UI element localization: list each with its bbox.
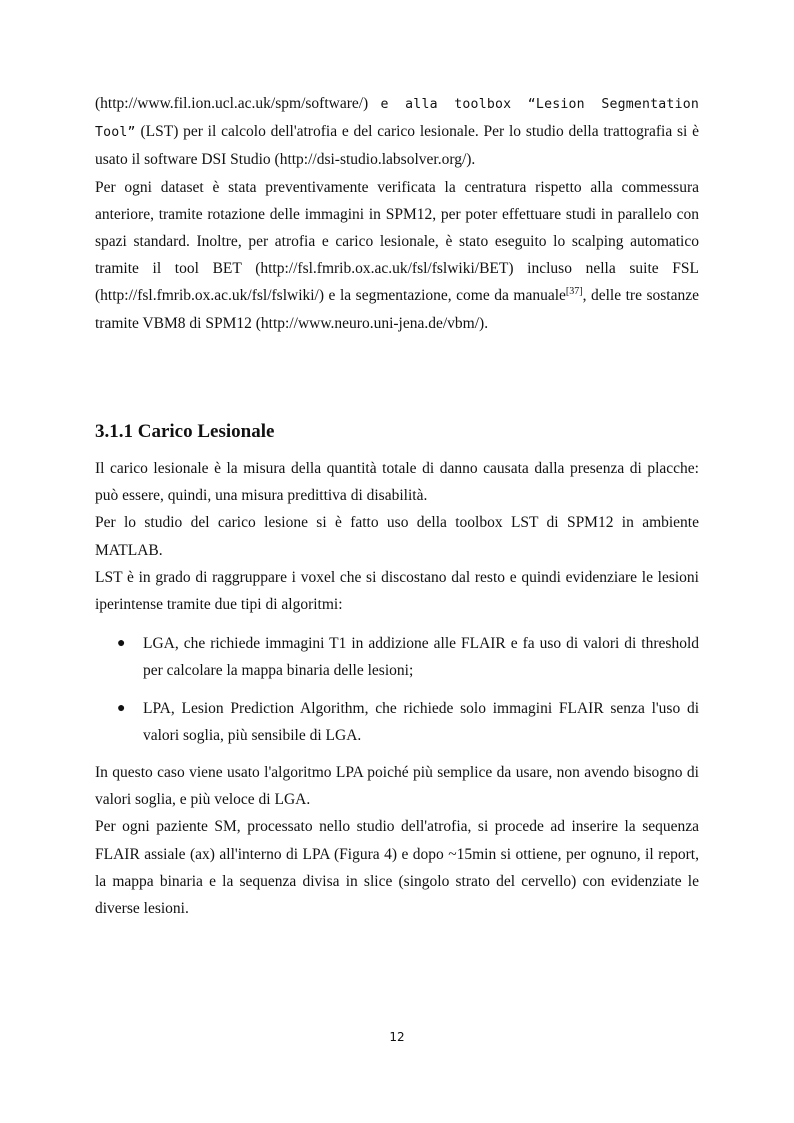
- algorithm-list: [95, 630, 699, 749]
- bullet-icon: ●: [117, 700, 126, 716]
- intro-block: [95, 90, 699, 337]
- citation-ref: [37]: [565, 286, 583, 298]
- list-item-lga: [95, 630, 699, 684]
- section-paragraph-3: LST è in grado di raggruppare i voxel che si discostano dal resto e quindi evidenziare le lesioni iperintense tramite due tipi di algoritmi:: [95, 568, 699, 614]
- intro-paragraph-2-end: , delle tre sostanze tramite VBM8 di SPM12 (http://www.neuro.uni-jena.de/vbm/).: [95, 287, 699, 332]
- list-item-lpa-text: LPA, Lesion Prediction Algorithm, che richiede solo immagini FLAIR senza l'uso di valori soglia, più sensibile di LGA.: [143, 699, 699, 744]
- section-paragraph-5: Per ogni paziente SM, processato nello studio dell'atrofia, si procede ad inserire la sequenza FLAIR assiale (ax) all'interno di LPA (Figura 4) e dopo ~15min si ottiene, per ognuno, il report, la mappa binaria e la sequenza divisa in slice (singolo strato del cervello) con evidenziate le diverse lesioni.: [95, 818, 699, 918]
- intro-paragraph-1-rest: (LST) per il calcolo dell'atrofia e del carico lesionale. Per lo studio della trattografia si è usato il software DSI Studio (http://dsi-studio.labsolver.org/).: [95, 123, 699, 169]
- intro-paragraph-2: [95, 174, 699, 337]
- section-paragraph-4: In questo caso viene usato l'algoritmo LPA poiché più semplice da usare, non avendo bisogno di valori soglia, e più veloce di LGA.: [95, 764, 699, 809]
- list-item-lga-text: LGA, che richiede immagini T1 in addizione alle FLAIR e fa uso di valori di threshold per calcolare la mappa binaria delle lesioni;: [143, 635, 699, 680]
- section-heading: 3.1.1 Carico Lesionale: [95, 421, 275, 442]
- intro-paragraph-2-text: Per ogni dataset è stata preventivamente verificata la centratura rispetto alla commessura anteriore, tramite rotazione delle immagini in SPM12, per poter effettuare studi in parallelo con spazi standard. Inoltre, per atrofia e carico lesionale, è stato eseguito lo scalping automatico tramite il tool BET (http://fsl.fmrib.ox.ac.uk/fsl/fslwiki/BET) incluso nella suite FSL (http://fsl.fmrib.ox.ac.uk/fsl/fslwiki/) e la segmentazione, come da manuale: [95, 178, 699, 305]
- list-item-lpa: [95, 695, 699, 749]
- intro-paragraph-1: [95, 90, 699, 174]
- url-spm-software: (http://www.fil.ion.ucl.ac.uk/spm/software/): [95, 95, 381, 112]
- page-number: 12: [389, 1030, 405, 1044]
- lst-toolbox-mention: e alla toolbox “Lesion Segmentation Tool”: [95, 97, 699, 141]
- section-body: [95, 455, 699, 922]
- bullet-icon: ●: [117, 636, 126, 652]
- section-paragraph-2: Per lo studio del carico lesione si è fatto uso della toolbox LST di SPM12 in ambiente MATLAB.: [95, 514, 699, 559]
- section-paragraph-1: Il carico lesionale è la misura della quantità totale di danno causata dalla presenza di placche: può essere, quindi, una misura predittiva di disabilità.: [95, 460, 699, 505]
